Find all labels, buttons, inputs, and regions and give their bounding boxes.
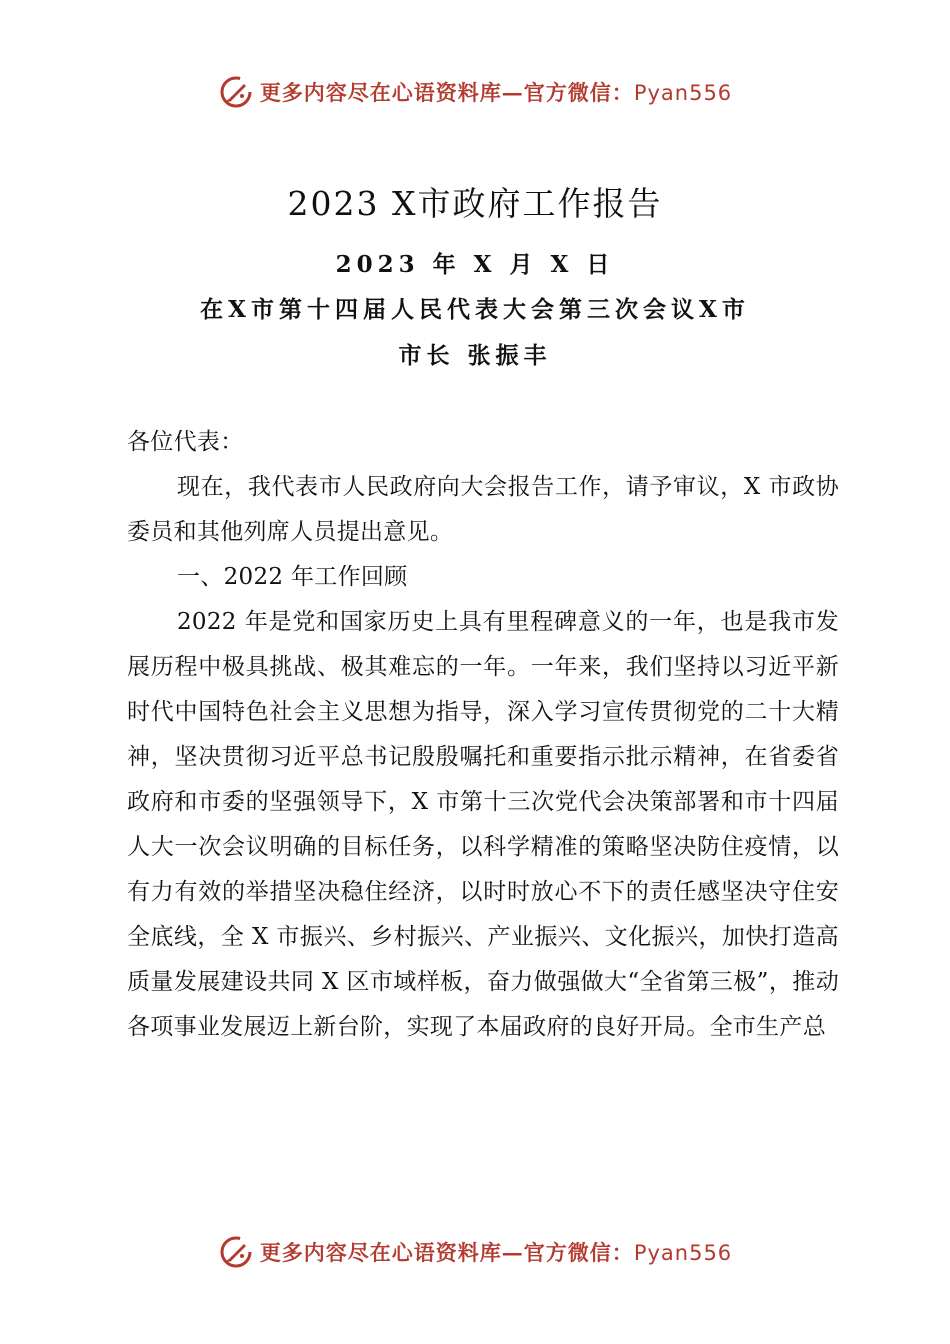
- ink-brush-logo-icon: [218, 74, 254, 110]
- watermark-text-top: 更多内容尽在心语资料库—官方微信：Pyan556: [259, 80, 733, 105]
- document-body: [127, 420, 839, 1050]
- document-speaker: 市长 张振丰: [398, 342, 552, 369]
- wechat-id-top: Pyan556: [633, 81, 733, 105]
- watermark-banner-bottom: [0, 1232, 950, 1272]
- section-heading: 一、2022 年工作回顾: [177, 564, 408, 590]
- wechat-id-bottom: Pyan556: [633, 1241, 733, 1265]
- salutation: 各位代表：: [127, 429, 244, 455]
- watermark-banner-top: [0, 72, 950, 112]
- ink-brush-logo-icon: [218, 1234, 254, 1270]
- paragraph-intro: 现在，我代表市人民政府向大会报告工作，请予审议，X 市政协委员和其他列席人员提出意见。: [127, 474, 839, 545]
- paragraph-review: 2022 年是党和国家历史上具有里程碑意义的一年，也是我市发展历程中极具挑战、极其难忘的一年。一年来，我们坚持以习近平新时代中国特色社会主义思想为指导，深入学习宣传贯彻党的二十大精神，坚决贯彻习近平总书记殷殷嘱托和重要指示批示精神，在省委省政府和市委的坚强领导下，X 市第十三次党代会决策部署和市十四届人大一次会议明确的目标任务，以科学精准的策略坚决防住疫情，以有力有效的举措坚决稳住经济，以时时放心不下的责任感坚决守住安全底线，全 X 市振兴、乡村振兴、产业振兴、文化振兴，加快打造高质量发展建设共同 X 区市域样板，奋力做强做大“全省第三极”，推动各项事业发展迈上新台阶，实现了本届政府的良好开局。全市生产总: [127, 609, 839, 1040]
- document-title: 2023 X市政府工作报告: [287, 184, 663, 223]
- document-event: 在X市第十四届人民代表大会第三次会议X市: [200, 296, 750, 323]
- document-date: 2023 年 X 月 X 日: [335, 251, 615, 278]
- watermark-text-bottom: 更多内容尽在心语资料库—官方微信：Pyan556: [259, 1240, 733, 1265]
